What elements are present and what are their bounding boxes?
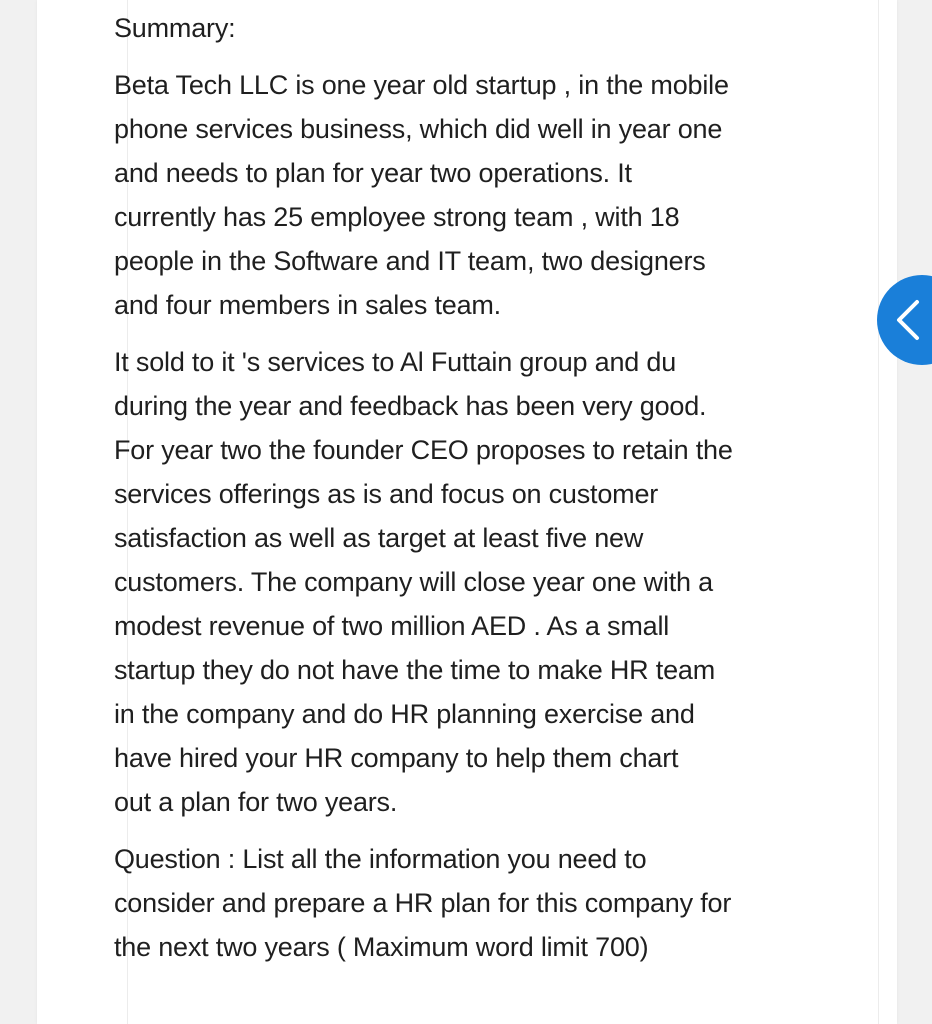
paragraph-year-two-plan: It sold to it 's services to Al Futtain group and du during the year and feedback has been very good. For year two the founder CEO proposes to retain the services offerings as is and focus on customer satisfaction as well as target at least five new customers. The company will close year one with a modest revenue of two million AED . As a small startup they do not have the time to make HR team in the company and do HR planning exercise and have hired your HR company to help them chart out a plan for two years. — [114, 347, 733, 817]
chevron-left-icon — [891, 298, 925, 342]
document-content — [114, 6, 814, 969]
paragraph-company-overview: Beta Tech LLC is one year old startup , in the mobile phone services business, which did well in year one and needs to plan for year two operations. It currently has 25 employee strong team , with 18 people in the Software and IT team, two designers and four members in sales team. — [114, 70, 729, 320]
summary-heading: Summary: — [114, 13, 236, 43]
question-text: Question : List all the information you need to consider and prepare a HR plan for this company for the next two years ( Maximum word limit 700) — [114, 844, 732, 962]
